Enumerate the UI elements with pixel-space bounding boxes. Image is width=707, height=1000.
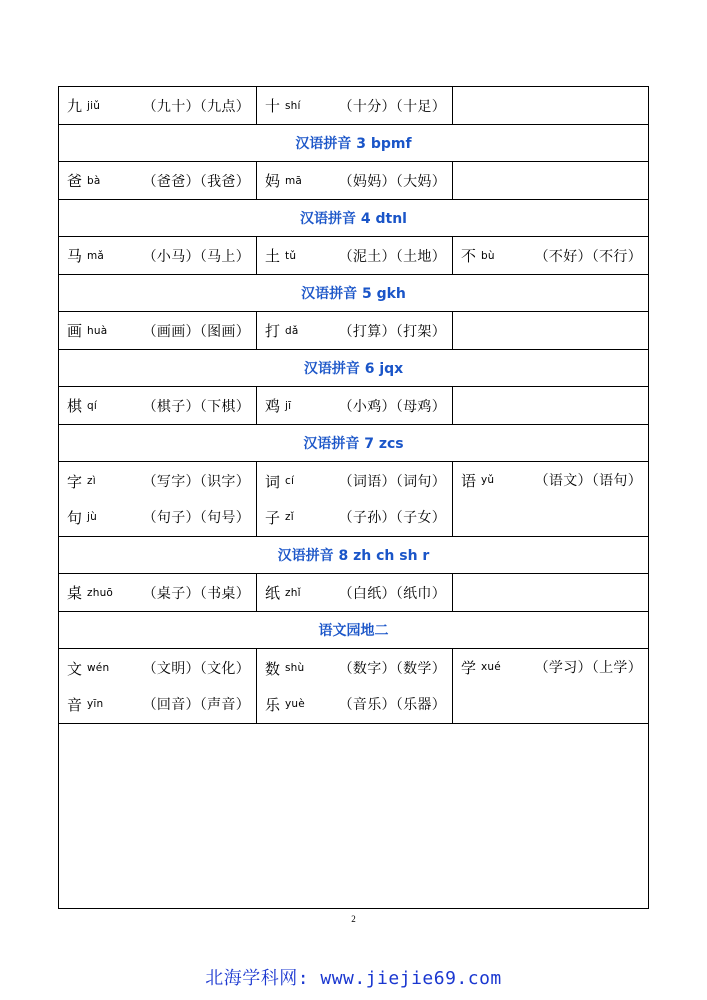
section-heading: 汉语拼音 8 zh ch sh r [277, 548, 430, 564]
character: 画 [67, 322, 83, 340]
word-examples: （不好）（不行） [534, 248, 642, 265]
section-heading: 汉语拼音 3 bpmf [295, 136, 412, 152]
word-examples: （爸爸）（我爸） [142, 173, 250, 190]
table-row [59, 387, 648, 425]
pinyin: shù [285, 662, 305, 674]
table-cell [452, 649, 648, 723]
table-cell [256, 387, 452, 424]
table-cell [256, 649, 452, 723]
table-cell [59, 574, 256, 611]
word-examples: （小马）（马上） [142, 248, 250, 265]
table-cell [59, 462, 256, 536]
pinyin: mā [285, 174, 303, 187]
section-heading: 汉语拼音 7 zcs [303, 436, 404, 452]
character: 桌 [67, 584, 83, 602]
word-examples: （写字）（识字） [142, 474, 250, 490]
table-cell [256, 462, 452, 536]
pinyin: zhuō [87, 586, 114, 599]
table-cell [59, 237, 256, 274]
pinyin: xué [481, 661, 501, 673]
character: 打 [265, 322, 281, 340]
character: 爸 [67, 172, 83, 190]
pinyin: huà [87, 324, 108, 337]
table-cell [59, 387, 256, 424]
character: 字 [67, 472, 83, 491]
pinyin: mǎ [87, 249, 105, 262]
word-examples: （句子）（句号） [142, 510, 250, 526]
word-examples: （棋子）（下棋） [142, 398, 250, 415]
character: 不 [461, 247, 477, 265]
word-examples: （九十）（九点） [142, 98, 250, 115]
pinyin: jiǔ [87, 99, 101, 112]
section-heading-row [59, 125, 648, 162]
character: 音 [67, 695, 83, 714]
word-examples: （词语）（词句） [338, 474, 446, 490]
character: 棋 [67, 397, 83, 415]
word-examples: （数字）（数学） [338, 661, 446, 677]
table-cell [256, 87, 452, 124]
character: 学 [461, 658, 477, 677]
pinyin: jù [87, 511, 97, 523]
table-cell [59, 649, 256, 723]
character: 数 [265, 659, 281, 678]
table-row [59, 162, 648, 200]
character: 土 [265, 247, 281, 265]
table-cell [256, 162, 452, 199]
word-examples: （学习）（上学） [534, 660, 642, 676]
word-examples: （回音）（声音） [142, 697, 250, 713]
pinyin: tǔ [285, 249, 297, 262]
pinyin: yuè [285, 698, 305, 710]
vocabulary-table [58, 86, 649, 909]
table-row [59, 574, 648, 612]
section-heading-row [59, 350, 648, 387]
word-examples: （白纸）（纸巾） [338, 585, 446, 602]
section-heading-row [59, 275, 648, 312]
footer-watermark: 北海学科网: www.jiejie69.com [205, 968, 502, 989]
table-cell [256, 574, 452, 611]
word-examples: （泥土）（土地） [338, 248, 446, 265]
blank-area [59, 724, 648, 907]
table-cell-empty [452, 574, 648, 611]
pinyin: jī [285, 399, 292, 412]
character: 鸡 [265, 397, 281, 415]
table-cell [452, 237, 648, 274]
table-cell [59, 87, 256, 124]
character: 纸 [265, 584, 281, 602]
table-row [59, 649, 648, 724]
table-cell [452, 462, 648, 536]
word-examples: （小鸡）（母鸡） [338, 398, 446, 415]
pinyin: wén [87, 662, 110, 674]
section-heading: 汉语拼音 5 gkh [301, 286, 406, 302]
word-examples: （文明）（文化） [142, 661, 250, 677]
character: 九 [67, 97, 83, 115]
table-row [59, 237, 648, 275]
section-heading-row [59, 537, 648, 574]
character: 十 [265, 97, 281, 115]
table-row [59, 312, 648, 350]
character: 子 [265, 508, 281, 527]
section-heading-row [59, 612, 648, 649]
pinyin: zǐ [285, 511, 294, 523]
pinyin: qí [87, 399, 97, 412]
table-row [59, 87, 648, 125]
section-heading-row [59, 425, 648, 462]
word-examples: （桌子）（书桌） [142, 585, 250, 602]
pinyin: cí [285, 475, 295, 487]
word-examples: （子孙）（子女） [338, 510, 446, 526]
character: 语 [461, 471, 477, 490]
pinyin: shí [285, 99, 301, 112]
section-heading: 汉语拼音 4 dtnl [300, 211, 407, 227]
pinyin: yǔ [481, 474, 495, 486]
pinyin: zì [87, 475, 96, 487]
table-row [59, 462, 648, 537]
pinyin: yīn [87, 698, 104, 710]
section-heading-row [59, 200, 648, 237]
table-cell [256, 312, 452, 349]
character: 马 [67, 247, 83, 265]
table-cell-empty [452, 312, 648, 349]
character: 文 [67, 659, 83, 678]
word-examples: （十分）（十足） [338, 98, 446, 115]
character: 词 [265, 472, 281, 491]
character: 句 [67, 508, 83, 527]
table-cell-empty [452, 87, 648, 124]
page-number: 2 [351, 914, 356, 924]
word-examples: （画画）（图画） [142, 323, 250, 340]
character: 乐 [265, 695, 281, 714]
word-examples: （妈妈）（大妈） [338, 173, 446, 190]
pinyin: bà [87, 174, 101, 187]
word-examples: （音乐）（乐器） [338, 697, 446, 713]
word-examples: （语文）（语句） [534, 473, 642, 489]
character: 妈 [265, 172, 281, 190]
table-cell [256, 237, 452, 274]
word-examples: （打算）（打架） [338, 323, 446, 340]
pinyin: dǎ [285, 324, 299, 337]
table-cell [59, 312, 256, 349]
section-heading: 汉语拼音 6 jqx [303, 361, 404, 377]
table-cell [59, 162, 256, 199]
table-cell-empty [452, 387, 648, 424]
pinyin: bù [481, 249, 495, 262]
pinyin: zhǐ [285, 586, 301, 599]
table-cell-empty [452, 162, 648, 199]
section-heading: 语文园地二 [318, 623, 389, 639]
